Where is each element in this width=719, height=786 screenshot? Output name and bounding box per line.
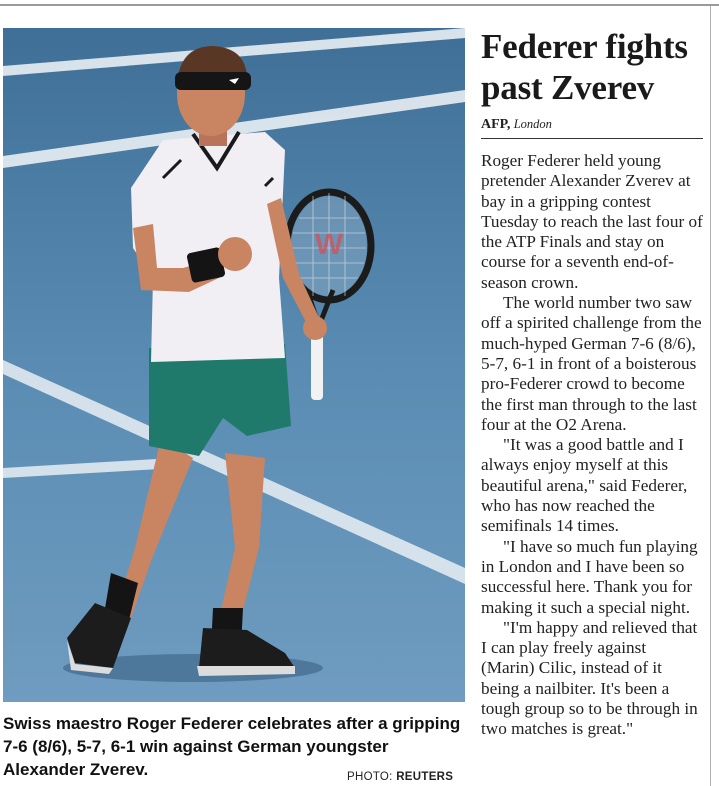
- byline-place: London: [513, 117, 552, 131]
- byline-agency: AFP,: [481, 117, 511, 132]
- article: [481, 26, 703, 740]
- column-divider: [710, 6, 711, 786]
- paragraph: Roger Federer held young pretender Alexander Zverev at bay in a gripping contest Tuesday to reach the last four of the ATP Finals and stay on course for a seventh end-of-season crown.: [481, 151, 703, 292]
- paragraph: The world number two saw off a spirited challenge from the much-hyped German 7-6 (8/6), 5-7, 6-1 in front of a boisterous pro-Federer crowd to become the first man through to the last four at the O2 Arena.: [481, 293, 702, 434]
- tennis-player-illustration: [3, 28, 465, 702]
- paragraph: "It was a good battle and I always enjoy myself at this beautiful arena," said Federer, who has now reached the semifinals 14 times.: [481, 435, 688, 536]
- news-photo: [3, 28, 465, 702]
- credit-source: REUTERS: [396, 771, 454, 783]
- article-body: [481, 151, 703, 740]
- byline: [481, 116, 703, 139]
- headline: Federer fights past Zverev: [481, 27, 688, 107]
- svg-text:W: W: [314, 228, 344, 261]
- paragraph: "I have so much fun playing in London and I have been so successful here. Thank you for making it such a special night.: [481, 536, 698, 617]
- photo-caption: Swiss maestro Roger Federer celebrates after a gripping 7-6 (8/6), 5-7, 6-1 win against German youngster Alexander Zverev.: [3, 714, 461, 779]
- top-rule: [0, 4, 719, 6]
- photo-credit: [347, 771, 467, 783]
- paragraph: "I'm happy and relieved that I can play freely against (Marin) Cilic, instead of it being a nailbiter. It's been a tough group so to be through in two matches is great.": [481, 617, 698, 739]
- credit-label: PHOTO:: [347, 771, 393, 783]
